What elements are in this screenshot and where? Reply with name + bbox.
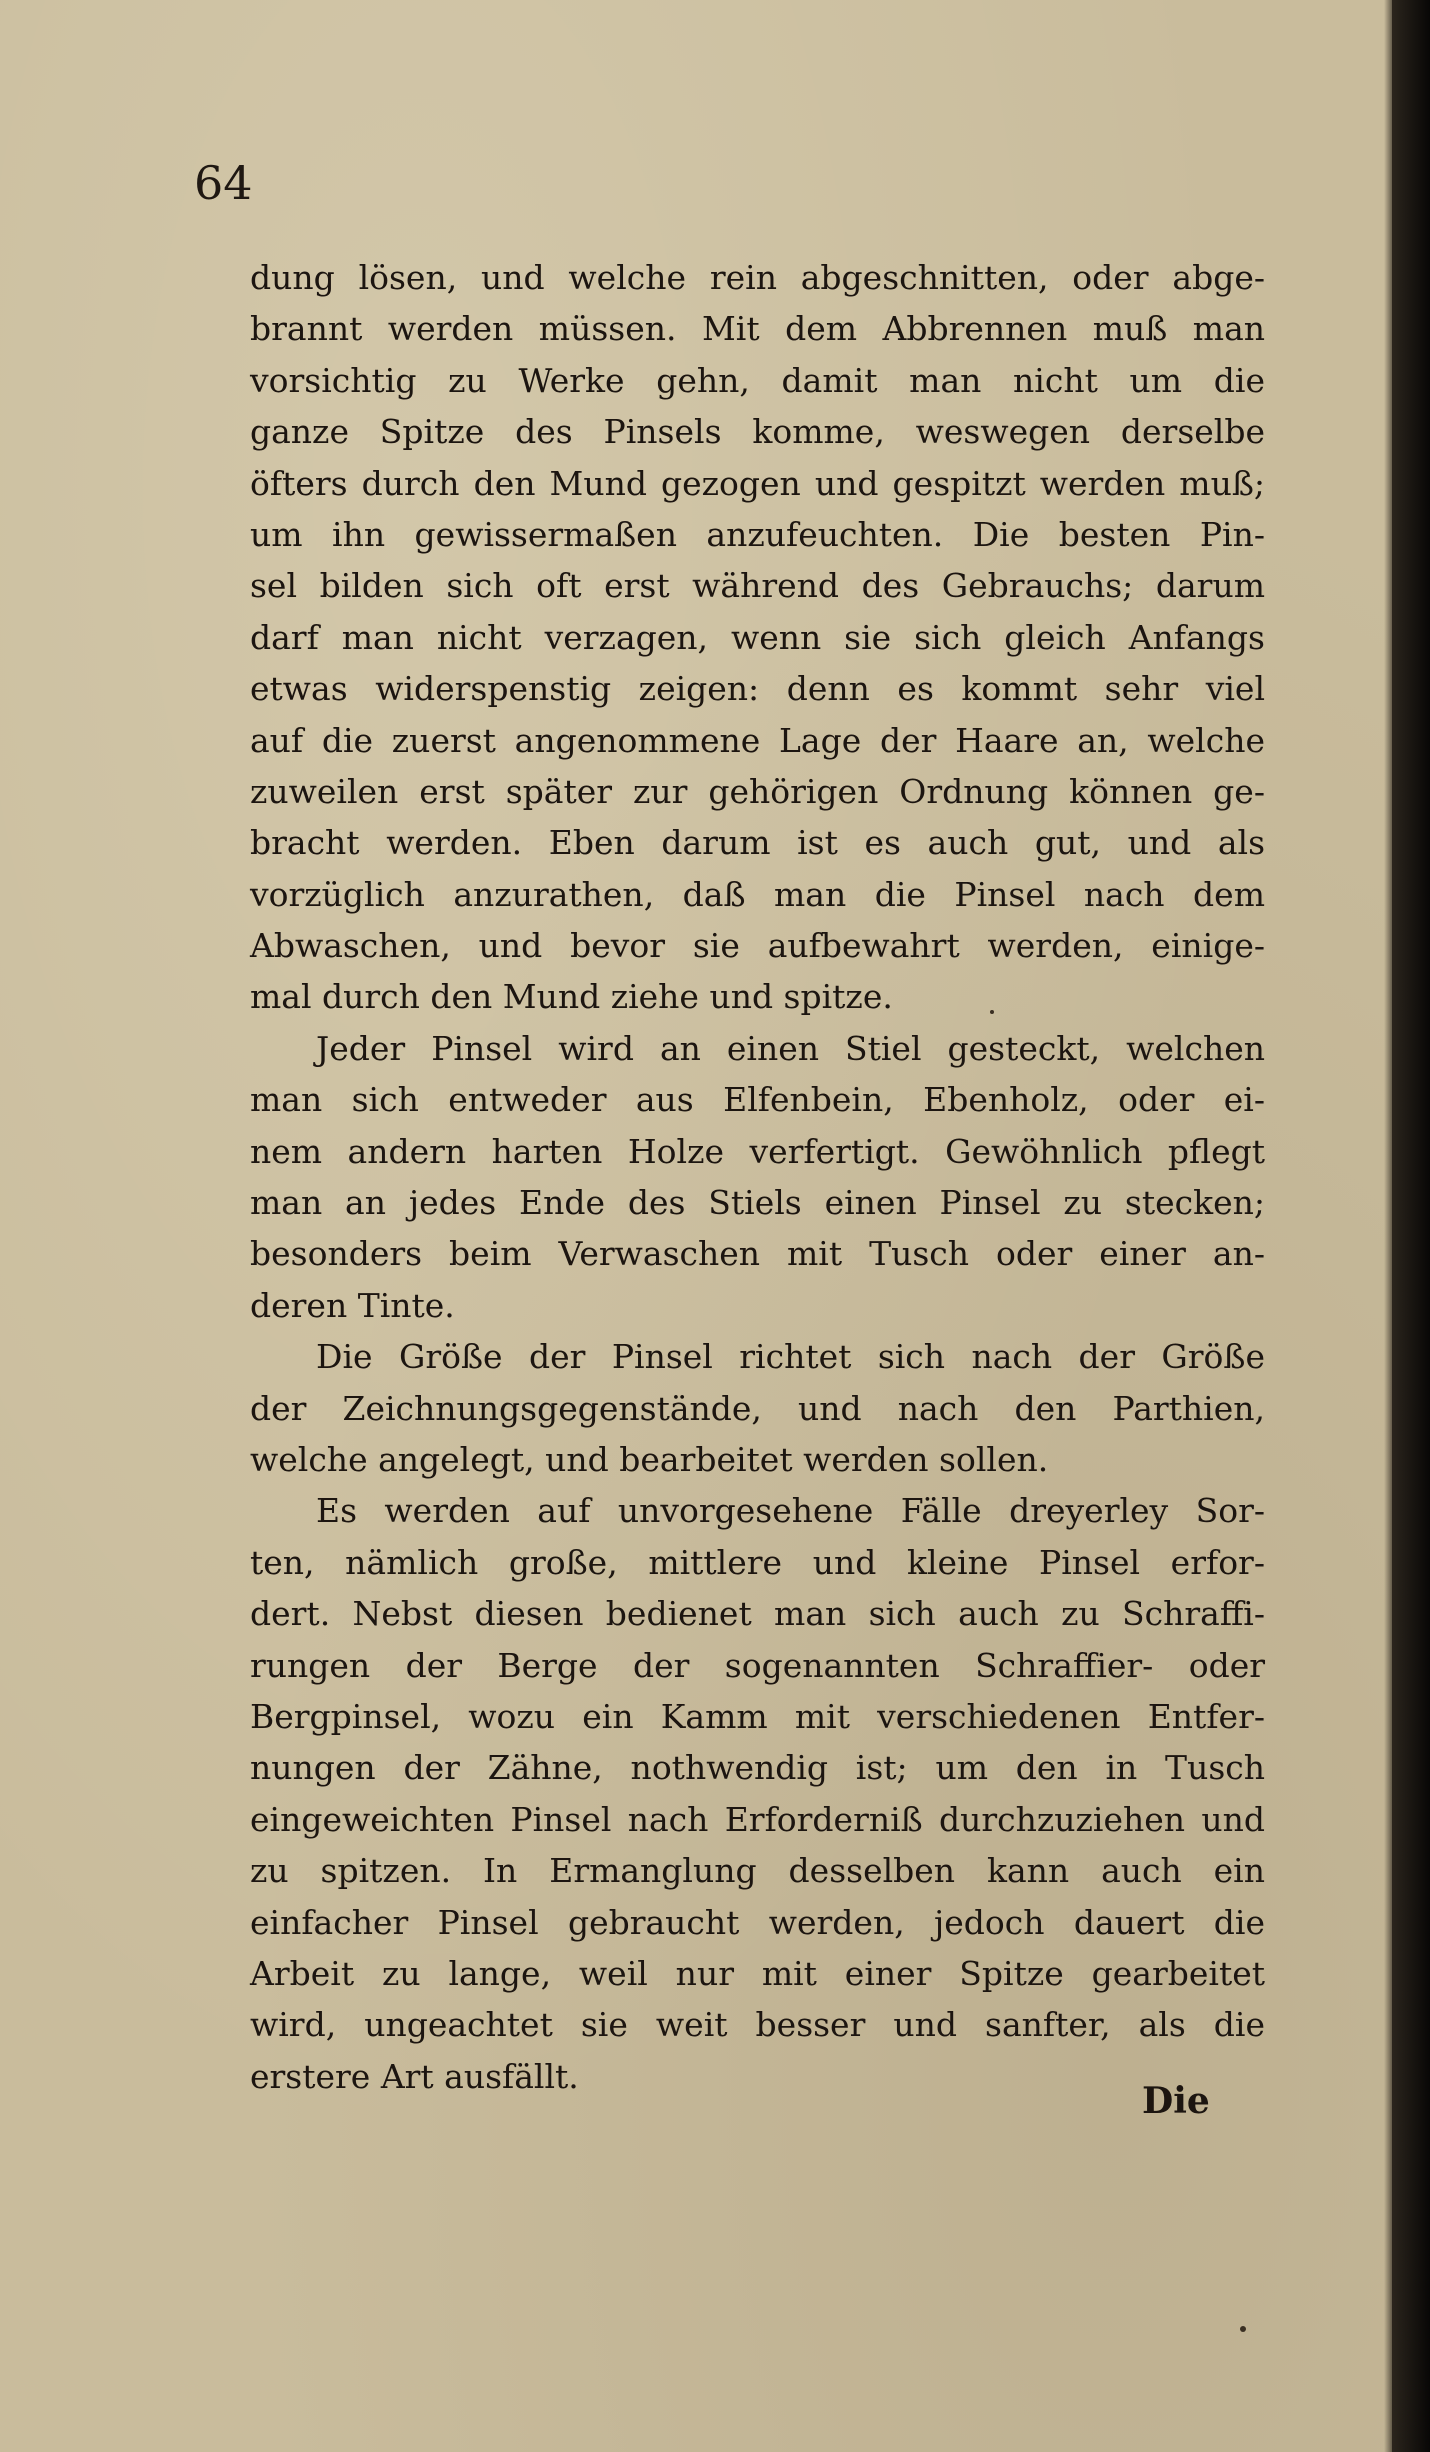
text-line: erstere Art ausfällt. (250, 2056, 579, 2096)
text-line: bracht werden. Eben darum ist es auch gut, und als (250, 823, 1265, 863)
text-line: brannt werden müssen. Mit dem Abbrennen muß man (250, 309, 1265, 349)
paper-speck (1240, 2326, 1246, 2332)
text-line: Arbeit zu lange, weil nur mit einer Spitze gearbeitet (250, 1953, 1265, 1993)
text-line: etwas widerspenstig zeigen: denn es kommt sehr viel (250, 669, 1265, 709)
text-line: einfacher Pinsel gebraucht werden, jedoch dauert die (250, 1902, 1265, 1942)
page-number: 64 (194, 156, 253, 210)
text-line: Bergpinsel, wozu ein Kamm mit verschiedenen Entfer- (250, 1696, 1265, 1736)
text-line: rungen der Berge der sogenannten Schraffier- oder (250, 1645, 1265, 1685)
text-line: man an jedes Ende des Stiels einen Pinsel zu stecken; (250, 1183, 1265, 1223)
text-line: dert. Nebst diesen bedienet man sich auch zu Schraffi- (250, 1594, 1265, 1634)
paper-speck (990, 1010, 994, 1014)
text-line: um ihn gewissermaßen anzufeuchten. Die besten Pin- (250, 514, 1265, 554)
text-line: besonders beim Verwaschen mit Tusch oder einer an- (250, 1234, 1265, 1274)
text-line: Abwaschen, und bevor sie aufbewahrt werden, einige- (250, 926, 1265, 966)
text-line: deren Tinte. (250, 1285, 455, 1325)
text-line: der Zeichnungsgegenstände, und nach den Parthien, (250, 1388, 1265, 1428)
text-line: öfters durch den Mund gezogen und gespitzt werden muß; (250, 463, 1265, 503)
text-line: sel bilden sich oft erst während des Gebrauchs; darum (250, 566, 1265, 606)
text-line: man sich entweder aus Elfenbein, Ebenholz, oder ei- (250, 1080, 1265, 1120)
page-shadow (1384, 0, 1392, 2452)
text-line: zuweilen erst später zur gehörigen Ordnung können ge- (250, 771, 1265, 811)
facing-page-edge (1392, 0, 1430, 2452)
text-line: eingeweichten Pinsel nach Erforderniß durchzuziehen und (250, 1799, 1265, 1839)
text-line: Die Größe der Pinsel richtet sich nach der Größe (316, 1337, 1265, 1377)
text-line: vorsichtig zu Werke gehn, damit man nicht um die (250, 360, 1265, 400)
text-line: wird, ungeachtet sie weit besser und sanfter, als die (250, 2005, 1265, 2045)
text-line: darf man nicht verzagen, wenn sie sich gleich Anfangs (250, 617, 1265, 657)
text-line: auf die zuerst angenommene Lage der Haare an, welche (250, 720, 1265, 760)
text-line: nem andern harten Holze verfertigt. Gewöhnlich pflegt (250, 1131, 1265, 1171)
text-line: nungen der Zähne, nothwendig ist; um den in Tusch (250, 1748, 1265, 1788)
text-line: mal durch den Mund ziehe und spitze. (250, 977, 893, 1017)
text-line: vorzüglich anzurathen, daß man die Pinsel nach dem (250, 874, 1265, 914)
text-line: zu spitzen. In Ermanglung desselben kann auch ein (250, 1851, 1265, 1891)
text-line: Es werden auf unvorgesehene Fälle dreyerley Sor- (316, 1491, 1265, 1531)
text-line: welche angelegt, und bearbeitet werden sollen. (250, 1439, 1049, 1479)
text-line: ten, nämlich große, mittlere und kleine Pinsel erfor- (250, 1542, 1265, 1582)
body-text (250, 252, 1265, 2102)
catchword: Die (1142, 2080, 1210, 2122)
text-line: dung lösen, und welche rein abgeschnitten, oder abge- (250, 258, 1265, 297)
text-line: ganze Spitze des Pinsels komme, weswegen derselbe (250, 412, 1265, 452)
text-line: Jeder Pinsel wird an einen Stiel gesteckt, welchen (316, 1028, 1265, 1068)
